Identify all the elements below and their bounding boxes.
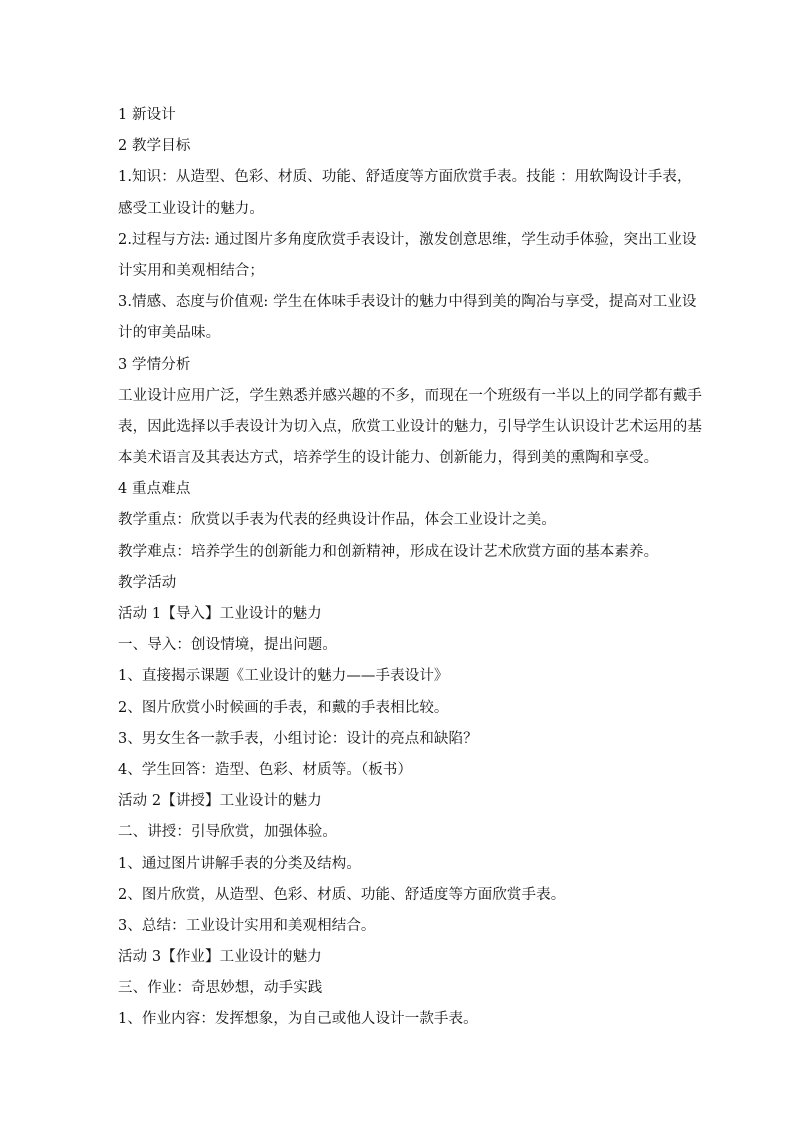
difficult-point: 教学难点：培养学生的创新能力和创新精神，形成在设计艺术欣赏方面的基本素养。 <box>118 543 659 560</box>
learner-analysis-line-3: 本美术语言及其表达方式，培养学生的设计能力、创新能力，得到美的熏陶和享受。 <box>118 450 659 467</box>
goal-process-line-2: 计实用和美观相结合； <box>118 262 264 279</box>
activity-3-title: 活动 3【作业】工业设计的魅力 <box>118 949 322 966</box>
goal-emotion-line-2: 计的审美品味。 <box>118 325 221 342</box>
goal-emotion-line-1: 3.情感、态度与价值观: 学生在体味手表设计的魅力中得到美的陶冶与享受，提高对工业设 <box>118 294 697 311</box>
activity-2-title: 活动 2【讲授】工业设计的魅力 <box>118 793 322 810</box>
learner-analysis-line-2: 表，因此选择以手表设计为切入点，欣赏工业设计的魅力，引导学生认识设计艺术运用的基 <box>118 418 702 435</box>
goal-process-line-1: 2.过程与方法: 通过图片多角度欣赏手表设计，激发创意思维，学生动手体验，突出工业设 <box>118 231 697 248</box>
activity-1-item-4: 4、学生回答：造型、色彩、材质等。（板书） <box>118 761 413 778</box>
heading-teaching-activities: 教学活动 <box>118 574 177 591</box>
learner-analysis-line-1: 工业设计应用广泛，学生熟悉并感兴趣的不多，而现在一个班级有一半以上的同学都有戴手 <box>118 387 702 404</box>
activity-1-item-3: 3、男女生各一款手表，小组讨论：设计的亮点和缺陷？ <box>118 730 478 747</box>
activity-1-title: 活动 1【导入】工业设计的魅力 <box>118 606 322 622</box>
activity-2-item-3: 3、总结：工业设计实用和美观相结合。 <box>118 917 376 934</box>
heading-learner-analysis: 3 学情分析 <box>118 356 191 373</box>
activity-1-item-1: 1、直接揭示课题《工业设计的魅力——手表设计》 <box>118 668 449 685</box>
activity-2-item-1: 1、通过图片讲解手表的分类及结构。 <box>118 855 361 872</box>
goal-knowledge-line-1: 1.知识：从造型、色彩、材质、功能、舒适度等方面欣赏手表。技能 ：用软陶设计手表， <box>118 169 692 186</box>
activity-3-item-1: 1、作业内容：发挥想象，为自己或他人设计一款手表。 <box>118 1011 478 1028</box>
heading-key-difficult-points: 4 重点难点 <box>118 481 191 498</box>
document-body <box>118 100 702 1036</box>
activity-1-item-2: 2、图片欣赏小时候画的手表，和戴的手表相比较。 <box>118 699 449 716</box>
activity-2-section: 二、讲授：引导欣赏，加强体验。 <box>118 824 337 841</box>
heading-teaching-goals: 2 教学目标 <box>118 138 191 155</box>
key-point: 教学重点：欣赏以手表为代表的经典设计作品，体会工业设计之美。 <box>118 512 556 529</box>
heading-new-design: 1 新设计 <box>118 107 176 123</box>
goal-knowledge-line-2: 感受工业设计的魅力。 <box>118 200 264 217</box>
activity-3-section: 三、作业：奇思妙想，动手实践 <box>118 980 323 997</box>
activity-1-section: 一、导入：创设情境，提出问题。 <box>118 637 337 654</box>
activity-2-item-2: 2、图片欣赏，从造型、色彩、材质、功能、舒适度等方面欣赏手表。 <box>118 886 566 903</box>
